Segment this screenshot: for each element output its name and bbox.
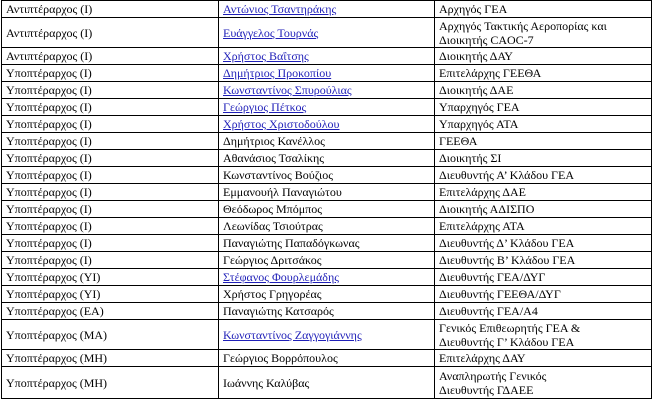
name-cell: Χρήστος Γρηγορέας bbox=[219, 286, 435, 303]
table-row bbox=[2, 235, 652, 252]
table-row bbox=[2, 269, 652, 286]
table-row bbox=[2, 150, 652, 167]
name-cell[interactable] bbox=[219, 18, 435, 48]
position-cell: Υπαρχηγός ΓΕΑ bbox=[435, 99, 652, 116]
table-row bbox=[2, 65, 652, 82]
rank-cell: Υποπτέραρχος (Ι) bbox=[2, 116, 219, 133]
rank-cell: Υποπτέραρχος (ΜΑ) bbox=[2, 320, 219, 350]
rank-cell: Υποπτέραρχος (ΥΙ) bbox=[2, 286, 219, 303]
table-row bbox=[2, 252, 652, 269]
name-cell: Αθανάσιος Τσαλίκης bbox=[219, 150, 435, 167]
rank-cell: Υποπτέραρχος (ΜΗ) bbox=[2, 350, 219, 367]
position-cell: Διευθυντής Δ’ Κλάδου ΓΕΑ bbox=[435, 235, 652, 252]
name-cell: Κωνσταντίνος Βούζιος bbox=[219, 167, 435, 184]
position-cell bbox=[435, 320, 652, 350]
name-cell[interactable] bbox=[219, 99, 435, 116]
name-cell: Γεώργιος Βορρόπουλος bbox=[219, 350, 435, 367]
position-line: Αρχηγός Τακτικής Αεροπορίας και bbox=[439, 18, 607, 33]
rank-cell: Υποπτέραρχος (Ι) bbox=[2, 150, 219, 167]
rank-cell: Υποπτέραρχος (Ι) bbox=[2, 167, 219, 184]
table-row bbox=[2, 167, 652, 184]
name-cell[interactable] bbox=[219, 116, 435, 133]
position-cell: Επιτελάρχης ΓΕΕΘΑ bbox=[435, 65, 652, 82]
table-row bbox=[2, 48, 652, 65]
name-cell[interactable] bbox=[219, 82, 435, 99]
officer-name-link[interactable]: Κωνσταντίνος Ζαγγογιάννης bbox=[223, 327, 362, 342]
position-cell: Υπαρχηγός ΑΤΑ bbox=[435, 116, 652, 133]
name-cell[interactable] bbox=[219, 48, 435, 65]
table-row bbox=[2, 201, 652, 218]
position-cell: Διευθυντής ΓΕΑ/Α4 bbox=[435, 303, 652, 320]
position-cell bbox=[435, 18, 652, 48]
officer-name-link[interactable]: Στέφανος Φουρλεμάδης bbox=[223, 270, 339, 284]
rank-cell: Υποπτέραρχος (Ι) bbox=[2, 184, 219, 201]
position-cell: Διοικητής ΔΑΥ bbox=[435, 48, 652, 65]
table-row bbox=[2, 133, 652, 150]
position-cell: Επιτελάρχης ΔΑΥ bbox=[435, 350, 652, 367]
officer-name-link[interactable]: Αντώνιος Τσαντηράκης bbox=[223, 2, 337, 16]
officer-name-link[interactable]: Ευάγγελος Τουρνάς bbox=[223, 25, 319, 40]
officer-name-link[interactable]: Κωνσταντίνος Σπυρούλιας bbox=[223, 83, 352, 97]
table-row bbox=[2, 18, 652, 48]
table-row bbox=[2, 350, 652, 367]
position-cell: Επιτελάρχης ΑΤΑ bbox=[435, 218, 652, 235]
rank-cell: Υποπτέραρχος (Ι) bbox=[2, 201, 219, 218]
officer-name-link[interactable]: Γεώργιος Πέτκος bbox=[223, 100, 307, 114]
table-row bbox=[2, 286, 652, 303]
position-line: Διευθυντής ΓΔΑΕΕ bbox=[439, 382, 534, 397]
table-row bbox=[2, 82, 652, 99]
rank-cell: Αντιπτέραρχος (Ι) bbox=[2, 1, 219, 18]
name-cell: Παναγιώτης Κατσαρός bbox=[219, 303, 435, 320]
name-cell: Λεωνίδας Τσιούτρας bbox=[219, 218, 435, 235]
position-cell: Διευθυντής Α’ Κλάδου ΓΕΑ bbox=[435, 167, 652, 184]
officers-table bbox=[1, 0, 652, 399]
position-line: Διοικητής CAOC-7 bbox=[439, 32, 534, 47]
rank-cell: Υποπτέραρχος (Ι) bbox=[2, 235, 219, 252]
position-line: Αναπληρωτής Γενικός bbox=[439, 368, 547, 383]
position-cell: Επιτελάρχης ΔΑΕ bbox=[435, 184, 652, 201]
name-cell: Εμμανουήλ Παναγιώτου bbox=[219, 184, 435, 201]
name-cell: Ιωάννης Καλύβας bbox=[219, 367, 435, 399]
rank-cell: Υποπτέραρχος (Ι) bbox=[2, 218, 219, 235]
position-cell: ΓΕΕΘΑ bbox=[435, 133, 652, 150]
name-cell: Παναγιώτης Παπαδόγκωνας bbox=[219, 235, 435, 252]
officer-name-link[interactable]: Δημήτριος Προκοπίου bbox=[223, 66, 332, 80]
table-row bbox=[2, 116, 652, 133]
position-cell: Διευθυντής ΓΕΕΘΑ/ΔΥΓ bbox=[435, 286, 652, 303]
officer-name-link[interactable]: Χρήστος Βαΐτσης bbox=[223, 49, 309, 63]
rank-cell: Υποπτέραρχος (Ι) bbox=[2, 65, 219, 82]
officers-table-body bbox=[2, 1, 652, 399]
rank-cell: Υποπτέραρχος (Ι) bbox=[2, 99, 219, 116]
name-cell[interactable] bbox=[219, 1, 435, 18]
table-row bbox=[2, 1, 652, 18]
rank-cell: Υποπτέραρχος (Ι) bbox=[2, 82, 219, 99]
position-cell: Αρχηγός ΓΕΑ bbox=[435, 1, 652, 18]
rank-cell: Υποπτέραρχος (ΕΑ) bbox=[2, 303, 219, 320]
position-cell bbox=[435, 367, 652, 399]
name-cell[interactable] bbox=[219, 269, 435, 286]
officer-name-link[interactable]: Χρήστος Χριστοδούλου bbox=[223, 117, 340, 131]
rank-cell: Αντιπτέραρχος (Ι) bbox=[2, 48, 219, 65]
rank-cell: Υποπτέραρχος (Ι) bbox=[2, 252, 219, 269]
name-cell[interactable] bbox=[219, 65, 435, 82]
table-row bbox=[2, 303, 652, 320]
position-cell: Διοικητής ΔΑΕ bbox=[435, 82, 652, 99]
name-cell[interactable] bbox=[219, 320, 435, 350]
name-cell: Δημήτριος Κανέλλος bbox=[219, 133, 435, 150]
rank-cell: Υποπτέραρχος (ΜΗ) bbox=[2, 367, 219, 399]
position-line: Γενικός Επιθεωρητής ΓΕΑ & bbox=[439, 320, 581, 335]
table-row bbox=[2, 367, 652, 399]
table-row bbox=[2, 320, 652, 350]
position-cell: Διοικητής ΣΙ bbox=[435, 150, 652, 167]
position-cell: Διευθυντής ΓΕΑ/ΔΥΓ bbox=[435, 269, 652, 286]
position-line: Διευθυντής Γ’ Κλάδου ΓΕΑ bbox=[439, 334, 575, 349]
position-cell: Διευθυντής Β’ Κλάδου ΓΕΑ bbox=[435, 252, 652, 269]
rank-cell: Υποπτέραρχος (ΥΙ) bbox=[2, 269, 219, 286]
rank-cell: Υποπτέραρχος (Ι) bbox=[2, 133, 219, 150]
name-cell: Γεώργιος Δριτσάκος bbox=[219, 252, 435, 269]
rank-cell: Αντιπτέραρχος (Ι) bbox=[2, 18, 219, 48]
table-row bbox=[2, 184, 652, 201]
table-row bbox=[2, 218, 652, 235]
position-cell: Διοικητής ΑΔΙΣΠΟ bbox=[435, 201, 652, 218]
name-cell: Θεόδωρος Μπόμπος bbox=[219, 201, 435, 218]
table-row bbox=[2, 99, 652, 116]
